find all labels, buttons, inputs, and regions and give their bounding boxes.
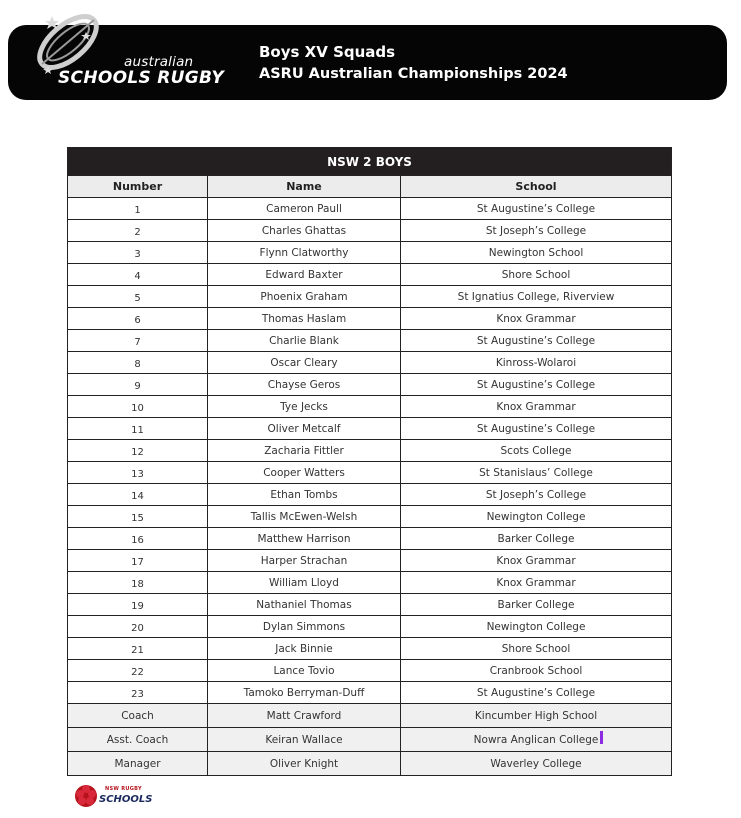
staff-school: Nowra Anglican College	[401, 728, 672, 752]
staff-role: Manager	[68, 752, 208, 776]
table-row	[68, 440, 672, 462]
player-number: 5	[68, 286, 208, 308]
player-number: 23	[68, 682, 208, 704]
player-number: 9	[68, 374, 208, 396]
page-title: Boys XV Squads	[259, 43, 396, 61]
player-name: Charles Ghattas	[208, 220, 401, 242]
waratah-icon	[73, 783, 99, 809]
column-header-number: Number	[68, 176, 208, 198]
table-row	[68, 308, 672, 330]
player-school: Newington College	[401, 616, 672, 638]
player-number: 22	[68, 660, 208, 682]
player-name: Cameron Paull	[208, 198, 401, 220]
player-number: 14	[68, 484, 208, 506]
player-number: 1	[68, 198, 208, 220]
staff-role: Coach	[68, 704, 208, 728]
squad-table	[67, 147, 672, 776]
table-header-row	[68, 176, 672, 198]
player-school: Shore School	[401, 638, 672, 660]
table-caption: NSW 2 BOYS	[68, 148, 672, 176]
player-number: 13	[68, 462, 208, 484]
logo-text-bottom: SCHOOLS RUGBY	[58, 68, 224, 88]
player-school: St Augustine’s College	[401, 330, 672, 352]
player-school: Kinross-Wolaroi	[401, 352, 672, 374]
table-row	[68, 484, 672, 506]
player-number: 19	[68, 594, 208, 616]
player-name: Jack Binnie	[208, 638, 401, 660]
player-number: 21	[68, 638, 208, 660]
player-number: 20	[68, 616, 208, 638]
player-number: 8	[68, 352, 208, 374]
player-name: Nathaniel Thomas	[208, 594, 401, 616]
player-name: Tye Jecks	[208, 396, 401, 418]
player-school: St Augustine’s College	[401, 682, 672, 704]
player-school: Newington School	[401, 242, 672, 264]
player-name: Ethan Tombs	[208, 484, 401, 506]
player-school: St Augustine’s College	[401, 198, 672, 220]
staff-school: Waverley College	[401, 752, 672, 776]
player-number: 4	[68, 264, 208, 286]
player-school: Cranbrook School	[401, 660, 672, 682]
player-name: Oscar Cleary	[208, 352, 401, 374]
player-school: Barker College	[401, 528, 672, 550]
table-row	[68, 396, 672, 418]
table-row	[68, 660, 672, 682]
player-school: Knox Grammar	[401, 550, 672, 572]
staff-role: Asst. Coach	[68, 728, 208, 752]
player-school: Knox Grammar	[401, 572, 672, 594]
player-name: Chayse Geros	[208, 374, 401, 396]
player-name: Tallis McEwen-Welsh	[208, 506, 401, 528]
player-number: 12	[68, 440, 208, 462]
staff-name: Matt Crawford	[208, 704, 401, 728]
staff-row	[68, 728, 672, 752]
player-name: Lance Tovio	[208, 660, 401, 682]
player-number: 10	[68, 396, 208, 418]
table-row	[68, 506, 672, 528]
table-row	[68, 198, 672, 220]
player-name: Tamoko Berryman-Duff	[208, 682, 401, 704]
player-school: Barker College	[401, 594, 672, 616]
table-row	[68, 682, 672, 704]
player-school: St Joseph’s College	[401, 220, 672, 242]
player-school: Knox Grammar	[401, 396, 672, 418]
table-row	[68, 418, 672, 440]
player-number: 3	[68, 242, 208, 264]
staff-row	[68, 752, 672, 776]
player-number: 6	[68, 308, 208, 330]
staff-school: Kincumber High School	[401, 704, 672, 728]
player-name: Oliver Metcalf	[208, 418, 401, 440]
footer-logo-text: SCHOOLS	[99, 794, 153, 805]
asr-logo	[28, 10, 228, 95]
text-cursor-marker	[600, 731, 603, 744]
player-school: St Stanislaus’ College	[401, 462, 672, 484]
player-name: William Lloyd	[208, 572, 401, 594]
staff-name: Keiran Wallace	[208, 728, 401, 752]
column-header-name: Name	[208, 176, 401, 198]
table-row	[68, 594, 672, 616]
nsw-schools-logo	[73, 783, 163, 809]
player-number: 18	[68, 572, 208, 594]
player-number: 11	[68, 418, 208, 440]
table-row	[68, 462, 672, 484]
table-row	[68, 264, 672, 286]
table-row	[68, 572, 672, 594]
player-school: Shore School	[401, 264, 672, 286]
player-school: St Augustine’s College	[401, 374, 672, 396]
table-row	[68, 352, 672, 374]
footer-logo-small-text: NSW RUGBY	[105, 786, 142, 792]
player-number: 2	[68, 220, 208, 242]
table-row	[68, 374, 672, 396]
table-row	[68, 550, 672, 572]
player-name: Phoenix Graham	[208, 286, 401, 308]
column-header-school: School	[401, 176, 672, 198]
player-school: St Ignatius College, Riverview	[401, 286, 672, 308]
player-name: Harper Strachan	[208, 550, 401, 572]
table-row	[68, 286, 672, 308]
player-name: Matthew Harrison	[208, 528, 401, 550]
table-row	[68, 330, 672, 352]
player-school: Newington College	[401, 506, 672, 528]
player-school: St Augustine’s College	[401, 418, 672, 440]
player-number: 17	[68, 550, 208, 572]
player-school: Scots College	[401, 440, 672, 462]
player-number: 15	[68, 506, 208, 528]
table-row	[68, 638, 672, 660]
table-row	[68, 220, 672, 242]
table-row	[68, 528, 672, 550]
player-name: Edward Baxter	[208, 264, 401, 286]
table-row	[68, 242, 672, 264]
player-name: Flynn Clatworthy	[208, 242, 401, 264]
player-name: Dylan Simmons	[208, 616, 401, 638]
player-name: Thomas Haslam	[208, 308, 401, 330]
player-school: Knox Grammar	[401, 308, 672, 330]
player-name: Zacharia Fittler	[208, 440, 401, 462]
staff-row	[68, 704, 672, 728]
player-school: St Joseph’s College	[401, 484, 672, 506]
staff-name: Oliver Knight	[208, 752, 401, 776]
player-number: 16	[68, 528, 208, 550]
logo-text-top: australian	[124, 54, 194, 70]
player-name: Cooper Watters	[208, 462, 401, 484]
table-row	[68, 616, 672, 638]
player-number: 7	[68, 330, 208, 352]
page-subtitle: ASRU Australian Championships 2024	[259, 66, 568, 82]
player-name: Charlie Blank	[208, 330, 401, 352]
